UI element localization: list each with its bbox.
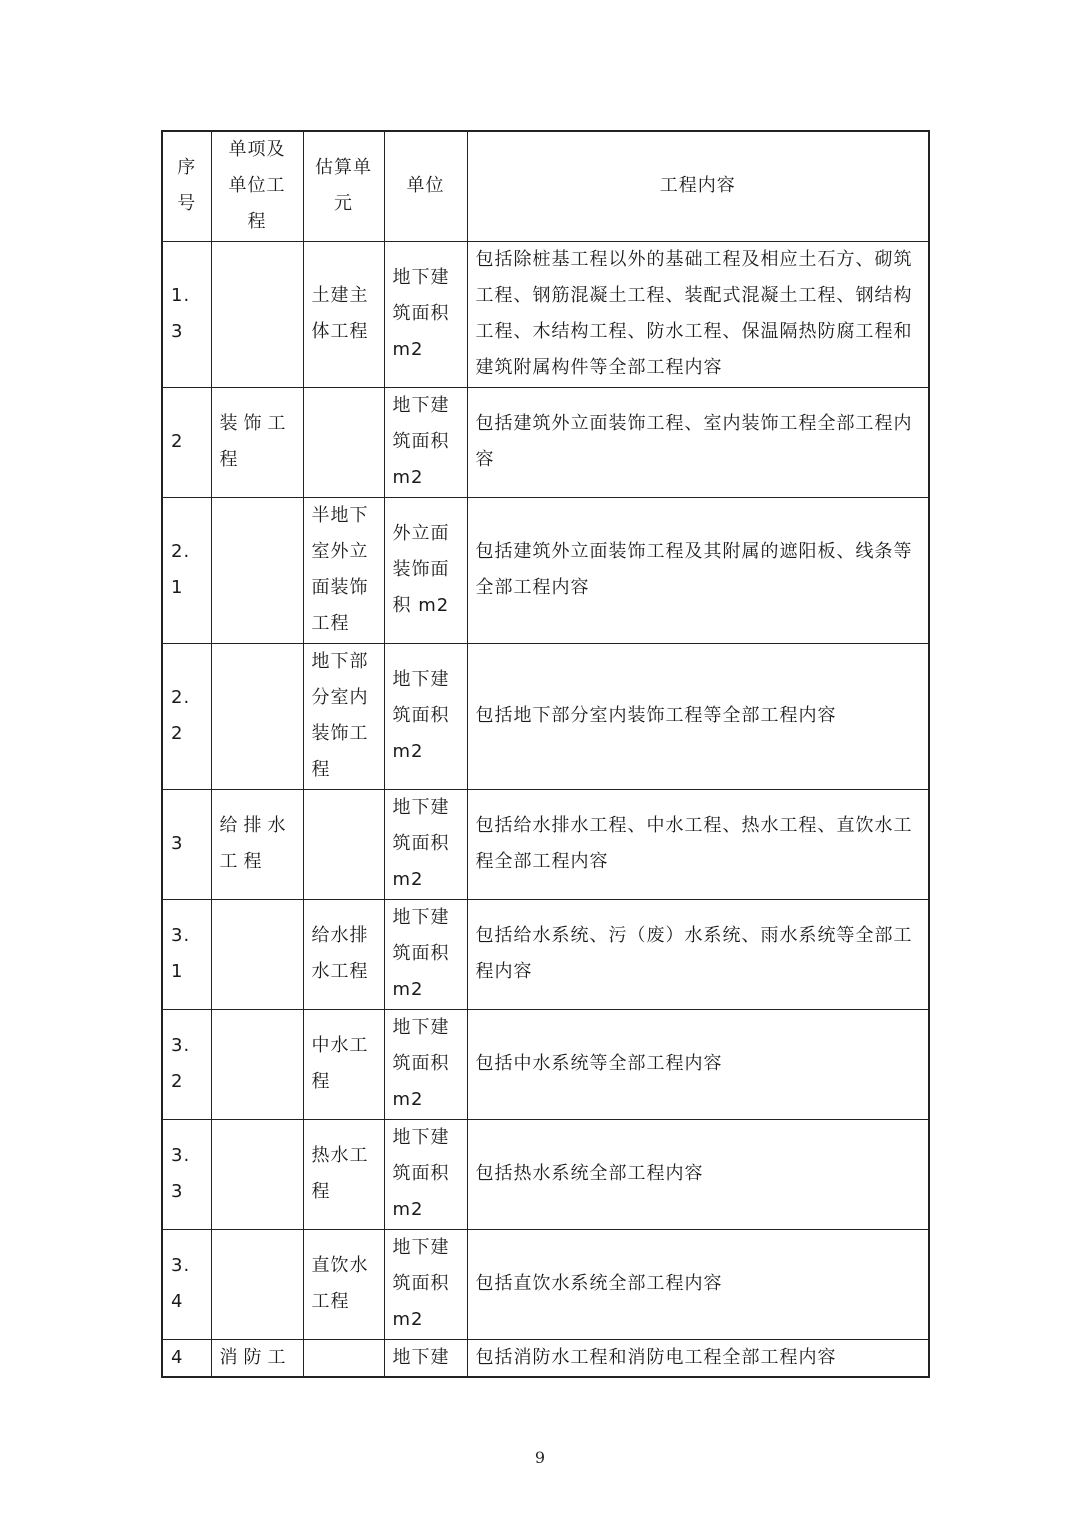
row-item: 装饰工 程 bbox=[211, 387, 303, 497]
row-item bbox=[211, 1119, 303, 1229]
table-header-row bbox=[162, 131, 929, 241]
header-item: 单项及 单位工 程 bbox=[211, 131, 303, 241]
row-content: 包括建筑外立面装饰工程及其附属的遮阳板、线条等全部工程内容 bbox=[467, 497, 929, 643]
row-unit: 地下建 筑面积 m2 bbox=[384, 643, 467, 789]
table-row bbox=[162, 789, 929, 899]
row-item bbox=[211, 497, 303, 643]
header-seq: 序 号 bbox=[162, 131, 211, 241]
row-seq: 3.2 bbox=[162, 1009, 211, 1119]
row-item: 给排水 工程 bbox=[211, 789, 303, 899]
row-content: 包括地下部分室内装饰工程等全部工程内容 bbox=[467, 643, 929, 789]
header-unit: 单位 bbox=[384, 131, 467, 241]
header-content: 工程内容 bbox=[467, 131, 929, 241]
row-unit-name: 热水工 程 bbox=[303, 1119, 384, 1229]
row-unit: 地下建 筑面积 m2 bbox=[384, 789, 467, 899]
table-row bbox=[162, 1119, 929, 1229]
row-unit-name bbox=[303, 789, 384, 899]
row-seq: 3.3 bbox=[162, 1119, 211, 1229]
row-content: 包括热水系统全部工程内容 bbox=[467, 1119, 929, 1229]
table-row bbox=[162, 1339, 929, 1377]
row-seq: 2 bbox=[162, 387, 211, 497]
row-seq: 4 bbox=[162, 1339, 211, 1377]
row-content: 包括中水系统等全部工程内容 bbox=[467, 1009, 929, 1119]
table-row bbox=[162, 387, 929, 497]
row-unit-name: 直饮水 工程 bbox=[303, 1229, 384, 1339]
row-content: 包括除桩基工程以外的基础工程及相应土石方、砌筑工程、钢筋混凝土工程、装配式混凝土工程、钢结构工程、木结构工程、防水工程、保温隔热防腐工程和建筑附属构件等全部工程内容 bbox=[467, 241, 929, 387]
row-content: 包括消防水工程和消防电工程全部工程内容 bbox=[467, 1339, 929, 1377]
row-unit: 地下建 筑面积 m2 bbox=[384, 1229, 467, 1339]
table-row bbox=[162, 643, 929, 789]
table-row bbox=[162, 899, 929, 1009]
row-unit-name: 给水排 水工程 bbox=[303, 899, 384, 1009]
row-item bbox=[211, 1229, 303, 1339]
row-unit: 地下建 筑面积 m2 bbox=[384, 1119, 467, 1229]
row-seq: 2.1 bbox=[162, 497, 211, 643]
row-seq: 1.3 bbox=[162, 241, 211, 387]
row-item bbox=[211, 241, 303, 387]
table-row bbox=[162, 1229, 929, 1339]
row-unit-name: 土建主 体工程 bbox=[303, 241, 384, 387]
row-seq: 2.2 bbox=[162, 643, 211, 789]
header-unit-name: 估算单 元 bbox=[303, 131, 384, 241]
row-seq: 3.1 bbox=[162, 899, 211, 1009]
row-unit-name bbox=[303, 1339, 384, 1377]
row-unit-name: 半地下 室外立 面装饰 工程 bbox=[303, 497, 384, 643]
row-unit: 地下建 筑面积 m2 bbox=[384, 899, 467, 1009]
row-unit: 外立面 装饰面 积 m2 bbox=[384, 497, 467, 643]
row-unit-name: 中水工 程 bbox=[303, 1009, 384, 1119]
row-item bbox=[211, 1009, 303, 1119]
row-unit-name: 地下部 分室内 装饰工 程 bbox=[303, 643, 384, 789]
row-item bbox=[211, 899, 303, 1009]
page-number: 9 bbox=[534, 1448, 546, 1467]
row-content: 包括给水系统、污（废）水系统、雨水系统等全部工程内容 bbox=[467, 899, 929, 1009]
table-row bbox=[162, 241, 929, 387]
row-seq: 3.4 bbox=[162, 1229, 211, 1339]
table-row bbox=[162, 1009, 929, 1119]
estimate-table bbox=[161, 130, 930, 1378]
table-row bbox=[162, 497, 929, 643]
row-unit-name bbox=[303, 387, 384, 497]
row-content: 包括给水排水工程、中水工程、热水工程、直饮水工程全部工程内容 bbox=[467, 789, 929, 899]
row-unit: 地下建 筑面积 m2 bbox=[384, 241, 467, 387]
row-unit: 地下建 筑面积 m2 bbox=[384, 387, 467, 497]
row-content: 包括建筑外立面装饰工程、室内装饰工程全部工程内容 bbox=[467, 387, 929, 497]
row-item bbox=[211, 643, 303, 789]
row-unit: 地下建 bbox=[384, 1339, 467, 1377]
row-unit: 地下建 筑面积 m2 bbox=[384, 1009, 467, 1119]
row-seq: 3 bbox=[162, 789, 211, 899]
row-content: 包括直饮水系统全部工程内容 bbox=[467, 1229, 929, 1339]
row-item: 消防工 bbox=[211, 1339, 303, 1377]
